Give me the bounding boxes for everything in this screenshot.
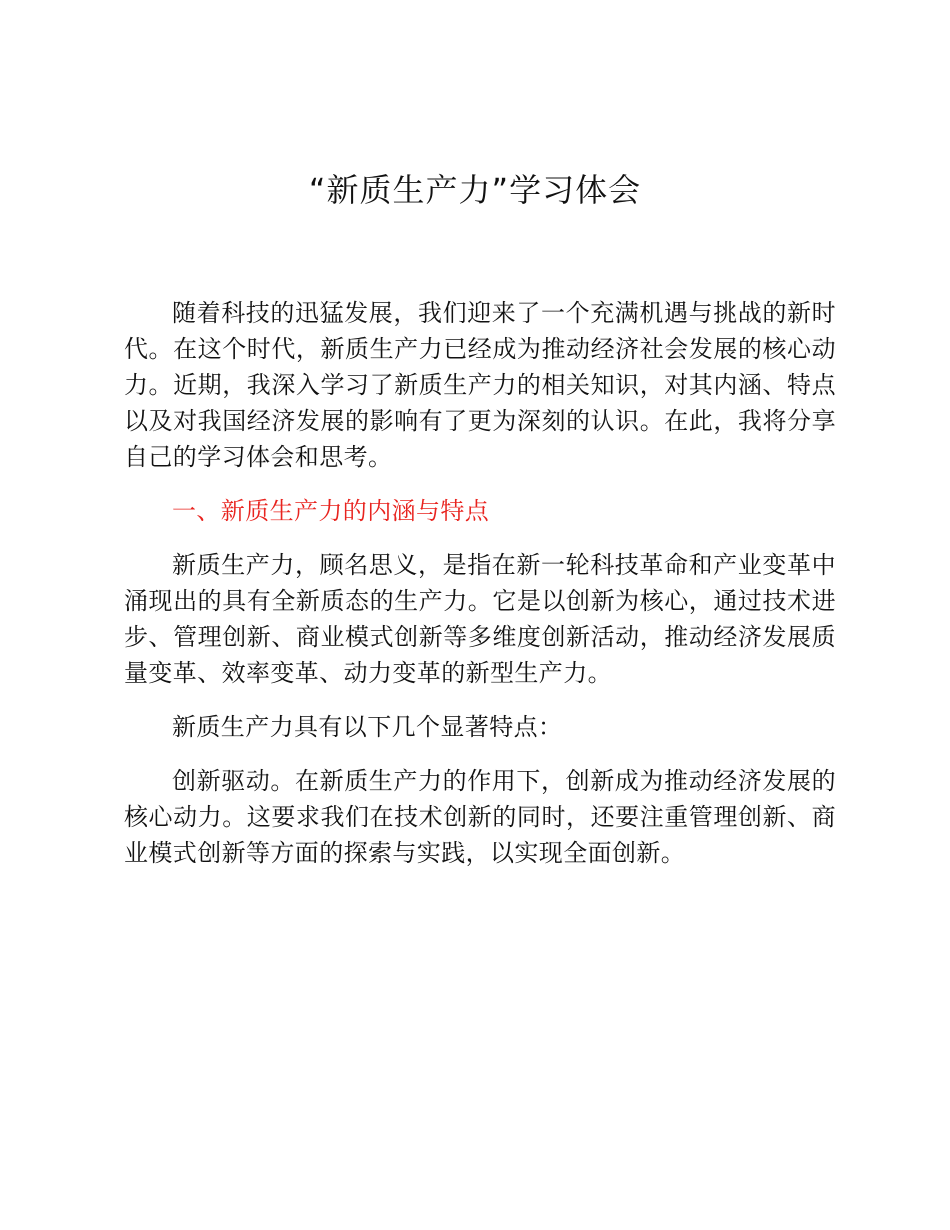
features-intro-paragraph: 新质生产力具有以下几个显著特点： [172, 713, 563, 741]
innovation-driven-paragraph: 创新驱动。在新质生产力的作用下，创新成为推动经济发展的核心动力。这要求我们在技术创新的同时，还要注重管理创新、商业模式创新等方面的探索与实践，以实现全面创新。 [124, 767, 836, 867]
document-body [124, 295, 836, 889]
definition-paragraph: 新质生产力，顾名思义，是指在新一轮科技革命和产业变革中涌现出的具有全新质态的生产力。它是以创新为核心，通过技术进步、管理创新、商业模式创新等多维度创新活动，推动经济发展质量变革、效率变革、动力变革的新型生产力。 [124, 551, 836, 687]
intro-paragraph: 随着科技的迅猛发展，我们迎来了一个充满机遇与挑战的新时代。在这个时代，新质生产力已经成为推动经济社会发展的核心动力。近期，我深入学习了新质生产力的相关知识，对其内涵、特点以及对我国经济发展的影响有了更为深刻的认识。在此，我将分享自己的学习体会和思考。 [124, 299, 836, 471]
document-title: “新质生产力”学习体会 [308, 171, 642, 209]
section-heading: 一、新质生产力的内涵与特点 [172, 497, 490, 525]
